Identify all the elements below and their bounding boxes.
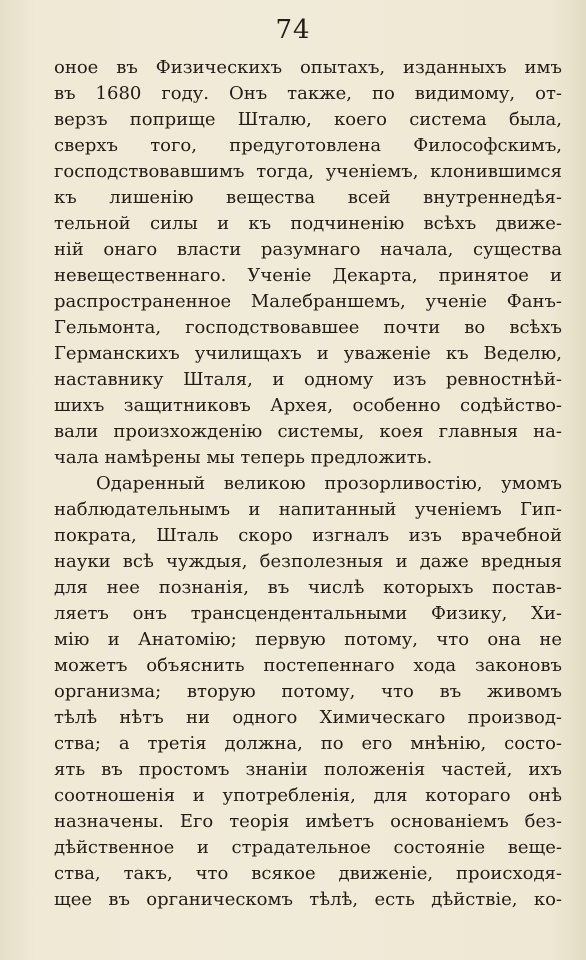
text-line: ства; а третiя должна, по его мнѣнiю, состо-: [54, 733, 562, 754]
page-number: 74: [275, 15, 311, 45]
text-line: въ 1680 году. Онъ также, по видимому, от-: [54, 83, 562, 104]
text-line: тѣлѣ нѣтъ ни одного Химическаго производ-: [54, 707, 562, 728]
text-line: наблюдательнымъ и напитанный ученiемъ Гип-: [54, 499, 562, 520]
text-line: ять въ простомъ знанiи положенiя частей, ихъ: [54, 759, 562, 780]
text-line: щее въ органическомъ тѣлѣ, есть дѣйствiе, ко-: [54, 889, 562, 910]
text-line: соотношенiя и употребленiя, для котораго онѣ: [54, 785, 562, 806]
text-line: невещественнаго. Ученiе Декарта, принятое и: [54, 265, 562, 286]
text-line: дѣйственное и страдательное состоянiе веще-: [54, 837, 562, 858]
text-line: къ лишенiю вещества всей внутреннедѣя-: [54, 187, 562, 208]
text-line: для нее познанiя, въ числѣ которыхъ постав-: [54, 577, 562, 598]
text-line: Гельмонта, господствовавшее почти во всѣхъ: [54, 317, 562, 338]
text-line: ляетъ онъ трансцендентальными Физику, Хи-: [54, 603, 562, 624]
text-line: верзъ поприще Шталю, коего система была,: [54, 109, 562, 130]
text-line: господствовавшимъ тогда, ученiемъ, клонившимся: [54, 161, 562, 182]
text-line: мiю и Анатомiю; первую потому, что она не: [54, 629, 562, 650]
text-line: пократа, Шталь скоро изгналъ изъ врачебной: [54, 525, 562, 546]
text-line: вали произхожденiю системы, коея главныя на-: [54, 421, 562, 442]
text-line: шихъ защитниковъ Архея, особенно содѣйство-: [54, 395, 562, 416]
text-line: организма; вторую потому, что въ живомъ: [54, 681, 562, 702]
text-line: ства, такъ, что всякое движенiе, происходя-: [54, 863, 562, 884]
body-text: [54, 55, 562, 913]
text-line: можетъ объяснить постепеннаго хода законовъ: [54, 655, 562, 676]
text-line: оное въ Физическихъ опытахъ, изданныхъ имъ: [54, 57, 562, 78]
text-line: назначены. Его теорiя имѣетъ основанiемъ без-: [54, 811, 562, 832]
paragraph-end-line: чала намѣрены мы теперь предложить.: [54, 447, 433, 468]
text-line: распространенное Малебраншемъ, ученiе Фанъ-: [54, 291, 562, 312]
text-line: тельной силы и къ подчиненiю всѣхъ движе-: [54, 213, 562, 234]
paragraph-start-line: Одаренный великою прозорливостiю, умомъ: [96, 473, 562, 494]
text-line: сверхъ того, предуготовлена Философскимъ,: [54, 135, 562, 156]
text-line: наставнику Шталя, и одному изъ ревностнѣй-: [54, 369, 562, 390]
text-line: нiй онаго власти разумнаго начала, существа: [54, 239, 562, 260]
text-line: науки всѣ чуждыя, безполезныя и даже вредныя: [54, 551, 562, 572]
text-line: Германскихъ училищахъ и уваженiе къ Веделю,: [54, 343, 562, 364]
